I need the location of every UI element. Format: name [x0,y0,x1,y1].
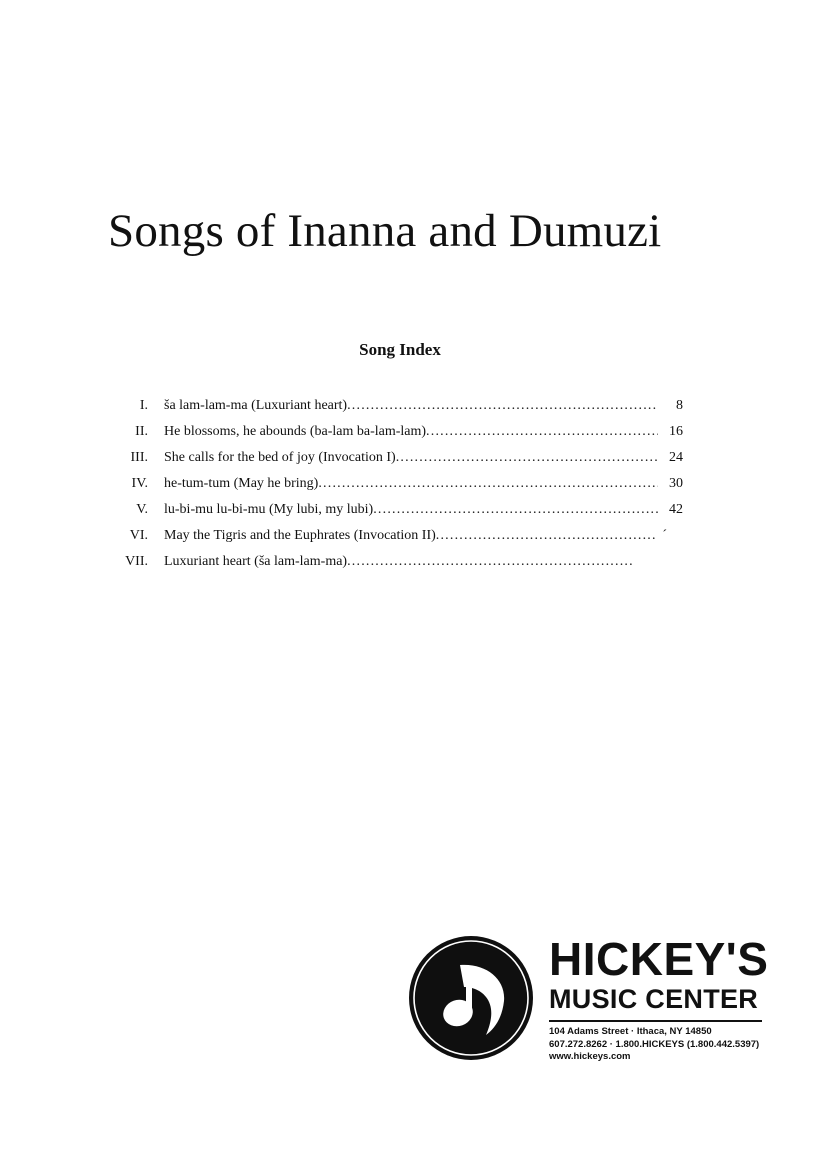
toc-title: May the Tigris and the Euphrates (Invocation II) [164,528,436,543]
toc-entry [164,447,658,469]
toc-page: ´ [662,528,667,543]
toc-entry [164,551,632,573]
toc-row [0,395,813,417]
toc-numeral: I. [139,398,148,413]
toc-leader [436,525,656,547]
toc-numeral: III. [130,450,148,465]
toc-entry [164,473,658,495]
toc-title: ša lam-lam-ma (Luxuriant heart) [164,398,348,413]
publisher-block [549,933,769,1064]
toc-title: he-tum-tum (May he bring) [164,476,319,491]
toc-row [0,499,813,521]
toc-numeral: IV. [131,476,148,491]
toc-entry [164,499,658,521]
toc-numeral: VI. [129,528,148,543]
toc-page: 16 [669,424,683,439]
publisher-name: HICKEY'S [549,933,769,985]
toc-row [0,421,813,443]
toc-numeral: V. [136,502,148,517]
publisher-website: www.hickeys.com [549,1051,631,1062]
toc-leader [373,499,658,521]
toc-row [0,551,813,573]
toc-title: Luxuriant heart (ša lam-lam-ma) [164,554,348,569]
toc-numeral: VII. [125,554,148,569]
toc-title: She calls for the bed of joy (Invocation I) [164,450,396,465]
page-title: Songs of Inanna and Dumuzi [108,205,662,257]
toc-title: lu-bi-mu lu-bi-mu (My lubi, my lubi) [164,502,374,517]
toc-leader [396,447,658,469]
toc-row [0,525,813,547]
toc-leader [318,473,658,495]
toc-page: 42 [669,502,683,517]
toc-entry [164,395,656,417]
publisher-subtitle: MUSIC CENTER [549,984,759,1014]
publisher-address: 104 Adams Street · Ithaca, NY 14850 [549,1026,712,1037]
toc-title: He blossoms, he abounds (ba-lam ba-lam-lam) [164,424,427,439]
toc-leader [347,551,632,573]
toc-entry [164,421,658,443]
toc-row [0,473,813,495]
song-index-heading: Song Index [359,340,441,359]
toc-page: 30 [669,476,683,491]
publisher-phone: 607.272.8262 · 1.800.HICKEYS (1.800.442.5397) [549,1038,760,1050]
toc-entry [164,525,656,547]
toc-leader [347,395,656,417]
toc-numeral: II. [135,424,148,439]
toc-leader [426,421,658,443]
eighth-note-logo-icon [408,935,534,1061]
toc-page: 8 [676,398,683,413]
publisher-divider [549,1020,762,1022]
toc-page: 24 [669,450,683,465]
toc-row [0,447,813,469]
